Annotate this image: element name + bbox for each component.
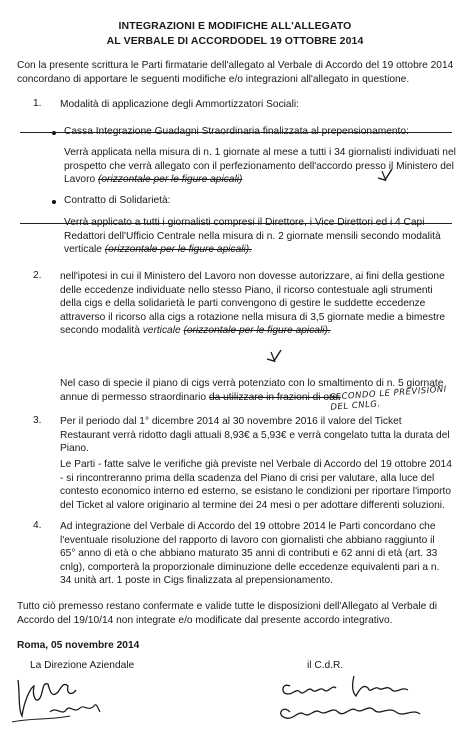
bullet-1-text: Verrà applicata nella misura di n. 1 giornate al mese a tutti i 34 giornalisti individuati nel prospetto che verrà allegato con il perfezionamento dell'accordo presso il Ministero del Lavoro (orizzontale per le figure apicali) bbox=[64, 147, 456, 186]
item-2-number: 2. bbox=[33, 270, 42, 281]
title-line-1: INTEGRAZIONI E MODIFICHE ALL'ALLEGATO bbox=[118, 20, 352, 32]
item-3-number: 3. bbox=[33, 415, 42, 426]
closing-paragraph: Tutto ciò premesso restano confermate e valide tutte le disposizioni dell'Allegato al Verbale di Accordo del 19/10/14 non integrate e/o modificate dal presente accordo integrativo. bbox=[17, 601, 438, 626]
item-3-paragraph-2: Le Parti - fatte salve le verifiche già previste nel Verbale di Accordo del 19 ottobre 2014 - si rincontreranno prima della scadenza del Piano di crisi per valutare, alla luce del contesto economico interno ed esterno, se esistano le condizioni per riportare l'importo del Ticket al valore originario al termine dei 24 mesi o per adottare differenti soluzioni. bbox=[60, 459, 452, 511]
bullet-1-struck-text: (orizzontale per le figure apicali) bbox=[98, 174, 243, 186]
item-2-para2-struck: da utilizzare in frazioni di ore. bbox=[208, 391, 341, 403]
item-4-number: 4. bbox=[33, 520, 42, 531]
handwritten-initial-mark-1 bbox=[377, 168, 393, 182]
right-signature-label: il C.d.R. bbox=[307, 660, 344, 671]
strikethrough-line-1 bbox=[20, 132, 452, 133]
date-line: Roma, 05 novembre 2014 bbox=[17, 640, 140, 651]
item-2-verticale: verticale bbox=[142, 325, 181, 337]
item-1-heading: Modalità di applicazione degli Ammortizzatori Sociali: bbox=[60, 99, 299, 110]
item-4-text: Ad integrazione del Verbale di Accordo del 19 ottobre 2014 le Parti concordano che l'eventuale risoluzione del rapporto di lavoro con giornalisti che abbiano raggiunto il 65° anno di età o che abbiano maturato 35 anni di contributi e 62 anni di età (art. 33 cnlg), comporterà la proporzionale diminuzione delle eccedenze equivalenti pari a n. 34 unità art. 1 poste in Cigs finalizzata al prepensionamento. bbox=[60, 521, 440, 587]
item-1-number: 1. bbox=[33, 98, 42, 109]
bullet-2-struck-text: (orizzontale per le figure apicali). bbox=[104, 244, 253, 256]
intro-paragraph: Con la presente scrittura le Parti firmatarie dell'allegato al Verbale di Accordo del 19 ottobre 2014 concordano di apportare le seguenti modifiche e/o integrazioni all'allegato in questione. bbox=[17, 60, 454, 85]
handwritten-initial-mark-2 bbox=[266, 349, 282, 363]
item-2-text: nell'ipotesi in cui il Ministero del Lavoro non dovesse autorizzare, ai fini della gestione delle eccedenze individuate nello stesso Piano, il ricorso contestuale agli strumenti della cigs e della solidarietà le parti convengono di gestire le suddette eccedenze attraverso il ricorso alla cigs a rotazione nella misura di 3,5 giornate medie a bimestre secondo modalità verticale (orizzontale per le figure apicali). bbox=[60, 271, 446, 337]
title-line-2: AL VERBALE DI ACCORDODEL 19 OTTOBRE 2014 bbox=[106, 35, 364, 47]
handwritten-note: SECONDO LE PREVISIONI DEL CNLG. bbox=[329, 384, 448, 413]
right-signature-scribble bbox=[268, 670, 438, 726]
item-3-text: Per il periodo dal 1° dicembre 2014 al 30 novembre 2016 il valore del Ticket Restaurant verrà ridotto dagli attuali 8,93€ a 5,93€ e verrà congelato tutta la durata del Piano. bbox=[60, 416, 450, 455]
item-2-paragraph-2: Nel caso di specie il piano di cigs verrà potenziato con lo smaltimento di n. 5 giornate annue di permesso straordinario da utilizzare in frazioni di ore. bbox=[60, 378, 444, 403]
bullet-2-title: Contratto di Solidarietà: bbox=[64, 195, 171, 206]
bullet-2-text: Verrà applicato a tutti i giornalisti compresi il Direttore, i Vice Direttori ed i 4 Capi Redattori dell'Ufficio Centrale nella misura di n. 2 giornate mensili secondo modalità verticale (orizzontale per le figure apicali). bbox=[64, 217, 441, 256]
left-signature-label: La Direzione Aziendale bbox=[30, 660, 135, 671]
bullet-dot-2 bbox=[52, 200, 56, 204]
left-signature-scribble bbox=[10, 672, 105, 727]
item-2-struck-text: (orizzontale per le figure apicali). bbox=[183, 325, 331, 337]
